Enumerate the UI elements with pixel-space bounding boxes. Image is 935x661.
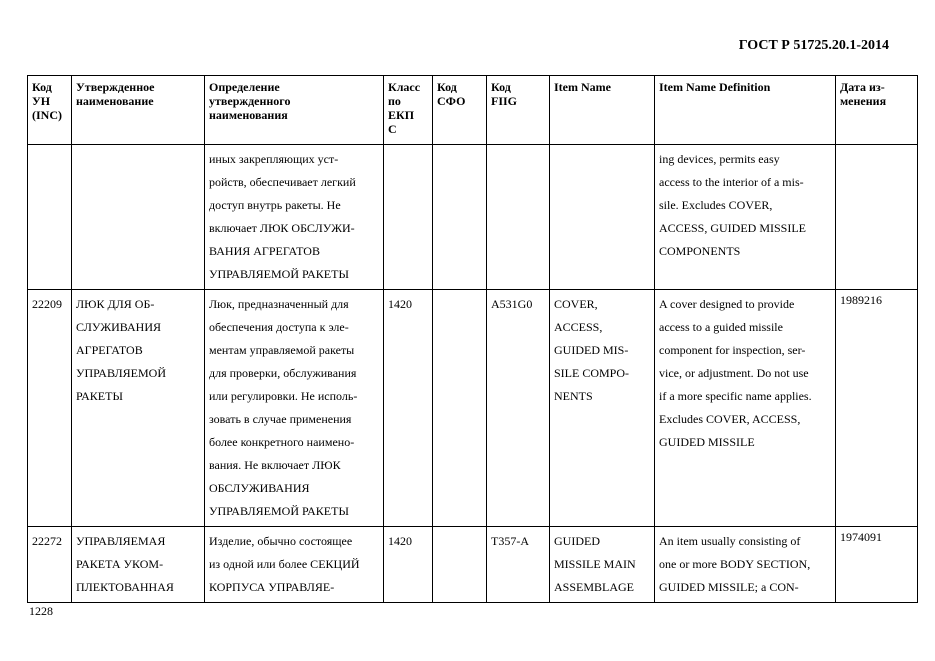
- cell-line: СЛУЖИВАНИЯ: [76, 320, 162, 334]
- page-number: 1228: [29, 604, 53, 618]
- cell-line: из одной или более СЕКЦИЙ: [209, 557, 360, 571]
- col-header-line: Код: [32, 80, 52, 94]
- col-header-line: утвержденного: [209, 94, 291, 108]
- cell-line: component for inspection, ser-: [659, 343, 806, 357]
- catalog-table: [27, 75, 918, 603]
- cell-inc-code: [28, 145, 72, 290]
- col-header-line: по: [388, 94, 401, 108]
- table-row: [28, 145, 918, 290]
- cell-sfo: [433, 145, 487, 290]
- cell-line: УПРАВЛЯЕМОЙ: [76, 366, 166, 380]
- cell-line: An item usually consisting of: [659, 534, 801, 548]
- cell-line: ACCESS, GUIDED MISSILE: [659, 221, 807, 235]
- cell-line: УПРАВЛЯЕМОЙ РАКЕТЫ: [209, 504, 349, 518]
- cell-approved-name: [72, 145, 205, 290]
- table-header-row: [28, 76, 918, 145]
- cell-line: УПРАВЛЯЕМАЯ: [76, 534, 166, 548]
- cell-line: A cover designed to provide: [659, 297, 795, 311]
- col-header-line: Item Name Definition: [659, 80, 771, 94]
- cell-line: NENTS: [554, 389, 593, 403]
- col-header-line: Код: [491, 80, 511, 94]
- cell-line: вания. Не включает ЛЮК: [209, 458, 341, 472]
- cell-change-date: 1989216: [836, 290, 918, 527]
- cell-line: ОБСЛУЖИВАНИЯ: [209, 481, 310, 495]
- cell-item-definition: [655, 290, 836, 527]
- cell-item-name: [550, 145, 655, 290]
- cell-line: иных закрепляющих уст-: [209, 152, 339, 166]
- cell-line: ACCESS,: [554, 320, 603, 334]
- col-header-line: С: [388, 122, 397, 136]
- col-header-line: наименование: [76, 94, 154, 108]
- col-header-item-definition: [655, 76, 836, 145]
- cell-line: АГРЕГАТОВ: [76, 343, 143, 357]
- cell-approved-name: [72, 527, 205, 603]
- cell-line: SILE COMPO-: [554, 366, 630, 380]
- cell-line: ройств, обеспечивает легкий: [209, 175, 356, 189]
- cell-inc-code: 22272: [28, 527, 72, 603]
- cell-definition: [205, 145, 384, 290]
- cell-line: ing devices, permits easy: [659, 152, 780, 166]
- document-header: ГОСТ Р 51725.20.1-2014: [738, 38, 889, 53]
- col-header-sfo: [433, 76, 487, 145]
- cell-line: sile. Excludes COVER,: [659, 198, 773, 212]
- cell-line: Изделие, обычно состоящее: [209, 534, 353, 548]
- cell-line: MISSILE MAIN: [554, 557, 636, 571]
- cell-line: РАКЕТЫ: [76, 389, 123, 403]
- cell-item-name: [550, 527, 655, 603]
- col-header-item-name: [550, 76, 655, 145]
- cell-approved-name: [72, 290, 205, 527]
- cell-item-definition: [655, 145, 836, 290]
- cell-fiig: [487, 145, 550, 290]
- cell-sfo: [433, 527, 487, 603]
- table-row: [28, 290, 918, 527]
- col-header-line: Код: [437, 80, 457, 94]
- cell-line: для проверки, обслуживания: [209, 366, 357, 380]
- cell-sfo: [433, 290, 487, 527]
- cell-item-definition: [655, 527, 836, 603]
- cell-definition: [205, 290, 384, 527]
- cell-line: vice, or adjustment. Do not use: [659, 366, 809, 380]
- col-header-line: Определение: [209, 80, 280, 94]
- cell-line: РАКЕТА УКОМ-: [76, 557, 164, 571]
- cell-line: ВАНИЯ АГРЕГАТОВ: [209, 244, 320, 258]
- cell-line: GUIDED MISSILE; a CON-: [659, 580, 799, 594]
- col-header-line: Item Name: [554, 80, 611, 94]
- cell-line: one or more BODY SECTION,: [659, 557, 811, 571]
- cell-line: if a more specific name applies.: [659, 389, 812, 403]
- cell-change-date: 1974091: [836, 527, 918, 603]
- cell-line: COVER,: [554, 297, 598, 311]
- cell-line: обеспечения доступа к эле-: [209, 320, 349, 334]
- col-header-line: ЕКП: [388, 108, 415, 122]
- cell-line: GUIDED: [554, 534, 600, 548]
- cell-line: ASSEMBLAGE: [554, 580, 635, 594]
- cell-item-name: [550, 290, 655, 527]
- cell-line: более конкретного наимено-: [209, 435, 355, 449]
- cell-inc-code: 22209: [28, 290, 72, 527]
- col-header-line: FIIG: [491, 94, 518, 108]
- cell-line: доступ внутрь ракеты. Не: [209, 198, 341, 212]
- col-header-class: [384, 76, 433, 145]
- col-header-approved-name: [72, 76, 205, 145]
- col-header-line: УН: [32, 94, 51, 108]
- table-row: [28, 527, 918, 603]
- col-header-fiig: [487, 76, 550, 145]
- cell-line: GUIDED MIS-: [554, 343, 629, 357]
- cell-line: или регулировки. Не исполь-: [209, 389, 358, 403]
- cell-line: COMPONENTS: [659, 244, 741, 258]
- col-header-definition: [205, 76, 384, 145]
- table-body: [28, 145, 918, 603]
- col-header-line: Дата из-: [840, 80, 885, 94]
- cell-line: КОРПУСА УПРАВЛЯЕ-: [209, 580, 335, 594]
- cell-fiig: T357-A: [487, 527, 550, 603]
- col-header-line: (INC): [32, 108, 62, 122]
- col-header-inc: [28, 76, 72, 145]
- cell-line: зовать в случае применения: [209, 412, 352, 426]
- col-header-line: менения: [840, 94, 887, 108]
- col-header-line: наименования: [209, 108, 288, 122]
- cell-definition: [205, 527, 384, 603]
- cell-line: ПЛЕКТОВАННАЯ: [76, 580, 174, 594]
- cell-class: 1420: [384, 527, 433, 603]
- cell-line: Люк, предназначенный для: [209, 297, 349, 311]
- cell-class: [384, 145, 433, 290]
- cell-line: ментам управляемой ракеты: [209, 343, 355, 357]
- col-header-line: СФО: [437, 94, 466, 108]
- cell-fiig: A531G0: [487, 290, 550, 527]
- col-header-line: Класс: [388, 80, 421, 94]
- cell-change-date: [836, 145, 918, 290]
- cell-line: access to a guided missile: [659, 320, 783, 334]
- cell-class: 1420: [384, 290, 433, 527]
- cell-line: access to the interior of a mis-: [659, 175, 804, 189]
- cell-line: ЛЮК ДЛЯ ОБ-: [76, 297, 155, 311]
- col-header-change-date: [836, 76, 918, 145]
- cell-line: включает ЛЮК ОБСЛУЖИ-: [209, 221, 355, 235]
- cell-line: GUIDED MISSILE: [659, 435, 755, 449]
- cell-line: УПРАВЛЯЕМОЙ РАКЕТЫ: [209, 267, 349, 281]
- col-header-line: Утвержденное: [76, 80, 155, 94]
- cell-line: Excludes COVER, ACCESS,: [659, 412, 801, 426]
